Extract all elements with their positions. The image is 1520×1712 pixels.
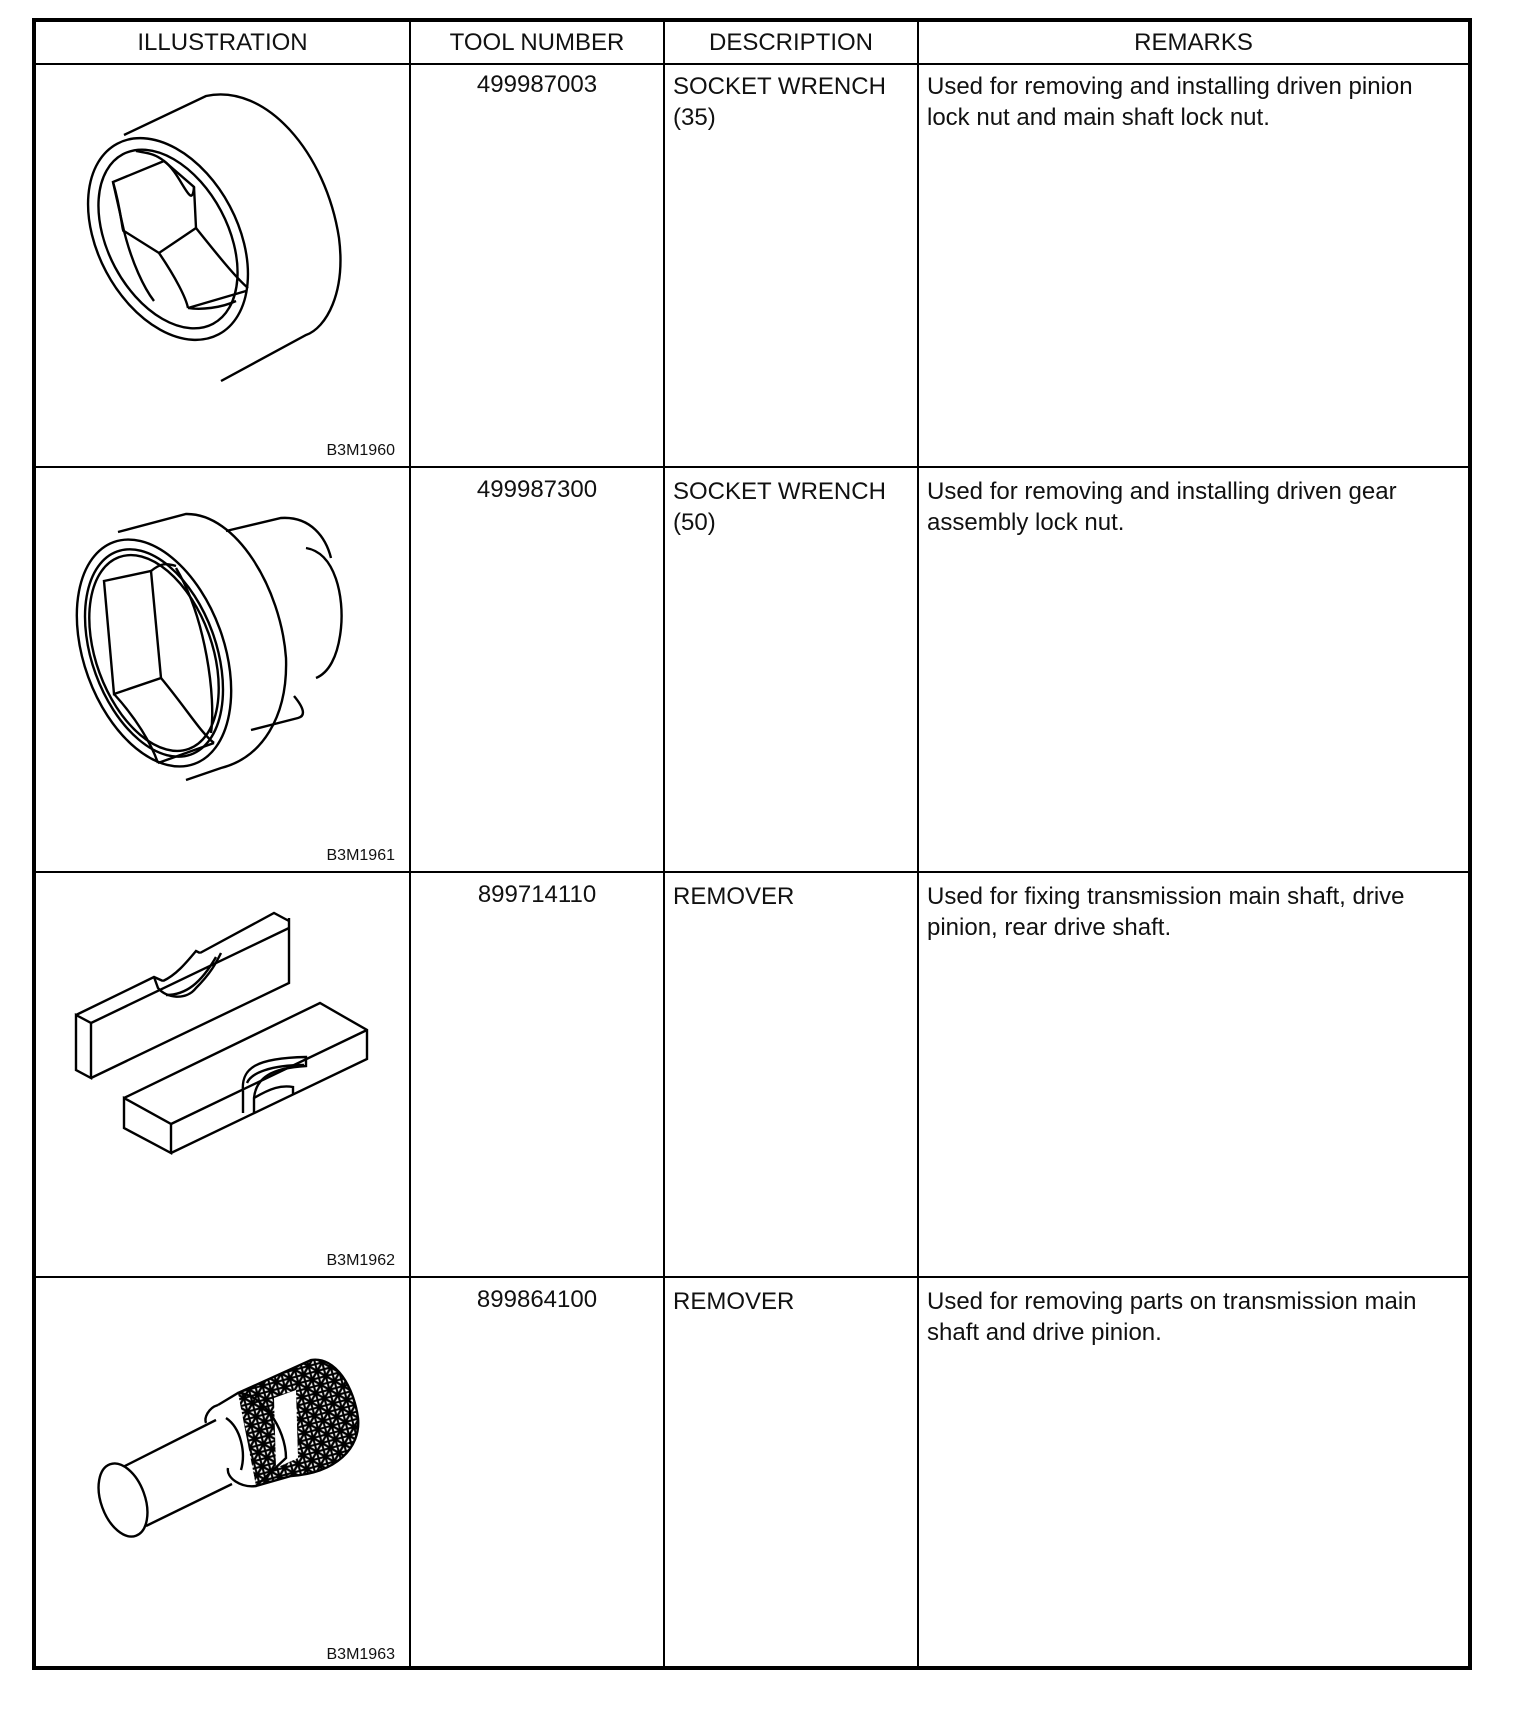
illustration-cell <box>36 63 409 466</box>
header-description: DESCRIPTION <box>708 29 873 56</box>
tool-description: REMOVER <box>673 1288 795 1315</box>
tool-remarks: Used for removing parts on transmission main shaft and drive pinion. <box>927 1288 1417 1346</box>
table-row <box>36 468 1468 873</box>
illustration-code: B3M1962 <box>326 1252 395 1269</box>
illustration-code: B3M1960 <box>326 442 395 459</box>
tool-description: REMOVER <box>673 883 795 910</box>
header-remarks: REMARKS <box>1134 29 1253 56</box>
illustration-code: B3M1963 <box>326 1646 395 1663</box>
illustration-cell <box>36 468 409 871</box>
header-illustration: ILLUSTRATION <box>137 29 308 56</box>
remover-blocks-icon <box>36 873 409 1276</box>
table-header <box>36 22 1468 65</box>
tool-description: SOCKET WRENCH (50) <box>673 478 886 536</box>
special-tools-table <box>32 18 1472 1670</box>
tool-description: SOCKET WRENCH (35) <box>673 73 886 131</box>
remover-knurled-pin-icon <box>36 1278 409 1668</box>
tool-remarks: Used for removing and installing driven pinion lock nut and main shaft lock nut. <box>927 73 1413 131</box>
tool-number: 499987300 <box>476 476 598 503</box>
tool-number: 899864100 <box>476 1286 598 1313</box>
table-row <box>36 63 1468 468</box>
tool-remarks: Used for removing and installing driven gear assembly lock nut. <box>927 478 1397 536</box>
socket-wrench-50-icon <box>36 468 409 871</box>
header-tool-number: TOOL NUMBER <box>449 29 625 56</box>
illustration-cell <box>36 873 409 1276</box>
illustration-cell <box>36 1278 409 1670</box>
tool-remarks: Used for fixing transmission main shaft, drive pinion, rear drive shaft. <box>927 883 1405 941</box>
table-row <box>36 1278 1468 1670</box>
table-row <box>36 873 1468 1278</box>
tool-number: 899714110 <box>477 881 597 908</box>
socket-wrench-35-icon <box>36 63 409 466</box>
tool-number: 499987003 <box>476 71 598 98</box>
illustration-code: B3M1961 <box>326 847 395 864</box>
